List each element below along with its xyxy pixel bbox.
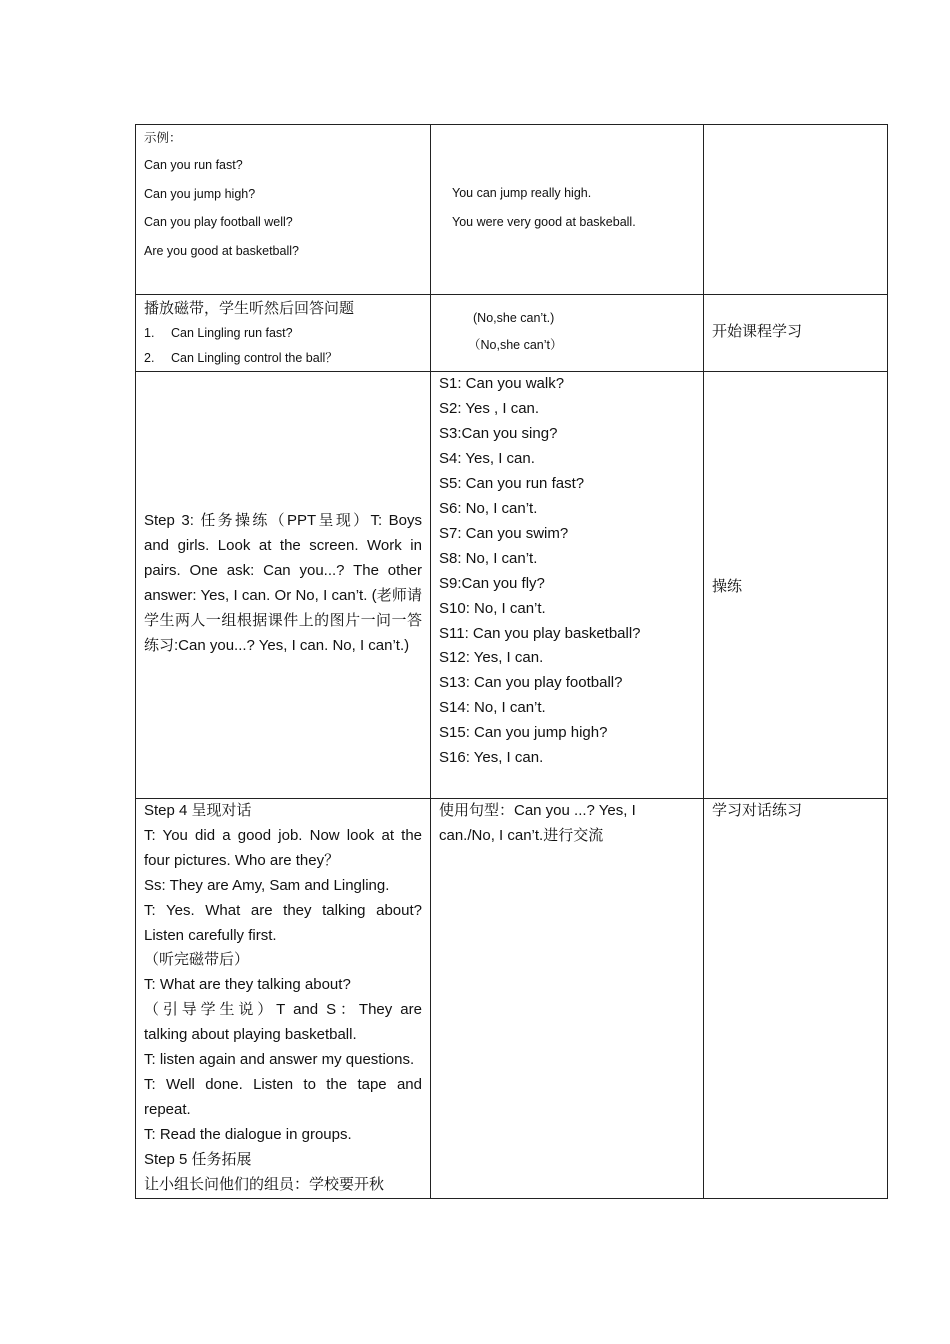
dialogue-line: S9:Can you fly? — [439, 574, 545, 592]
note-line: 让小组长问他们的组员：学校要开秋 — [144, 1175, 385, 1193]
example-question: Can you run fast? — [144, 158, 243, 172]
teacher-line: T: Well done. Listen to the tape and repeat. — [144, 1075, 422, 1118]
example-answers-cell — [431, 125, 704, 295]
dialogue-line: S12: Yes, I can. — [439, 649, 544, 667]
lesson-plan-table — [135, 124, 888, 1199]
example-question: Can you jump high? — [144, 186, 256, 201]
dialogue-line: S7: Can you swim? — [439, 524, 569, 542]
listening-task-cell — [136, 295, 431, 372]
dialogue-line: S2: Yes , I can. — [439, 399, 540, 417]
example-question: Can you play football well? — [144, 215, 293, 229]
note-line: （引导学生说）T and S：They are talking about playing basketball. — [144, 1001, 422, 1044]
listening-answer: （No,she can’t） — [468, 338, 563, 352]
dialogue-line: S3:Can you sing? — [439, 424, 558, 442]
example-questions-cell — [136, 125, 431, 295]
teacher-line: T: You did a good job. Now look at the four pictures. Who are they？ — [144, 826, 422, 869]
table-row — [136, 295, 888, 372]
step5-heading: Step 5 任务拓展 — [144, 1150, 252, 1168]
step4-heading: Step 4 呈现对话 — [144, 802, 252, 819]
example-label: 示例： — [144, 131, 182, 145]
example-answer: You were very good at baskeball. — [452, 214, 636, 229]
students-line: Ss: They are Amy, Sam and Lingling. — [144, 876, 390, 894]
teacher-line: T: Read the dialogue in groups. — [144, 1125, 352, 1143]
listening-answer: (No,she can’t.) — [473, 311, 555, 325]
note-line: （听完磁带后） — [144, 951, 250, 969]
list-item: 2. Can Lingling control the ball？ — [144, 351, 338, 365]
dialogue-line: S1: Can you walk? — [439, 375, 565, 392]
dialogue-line: S4: Yes, I can. — [439, 449, 535, 467]
pair-practice-cell — [431, 372, 704, 799]
dialogue-line: S5: Can you run fast? — [439, 474, 585, 492]
dialogue-line: S13: Can you play football? — [439, 674, 623, 692]
sentence-pattern-cell: 使用句型：Can you ...? Yes, I can./No, I can’t.进行交流 — [431, 799, 704, 1199]
example-question: Are you good at basketball? — [144, 243, 299, 258]
step4-cell — [136, 799, 431, 1199]
table-row — [136, 372, 888, 799]
teacher-line: T: listen again and answer my questions. — [144, 1051, 415, 1069]
dialogue-line: S14: No, I can’t. — [439, 699, 546, 717]
dialogue-line: S16: Yes, I can. — [439, 749, 544, 767]
empty-cell — [704, 125, 888, 295]
example-answer: You can jump really high. — [452, 186, 592, 200]
dialogue-line: S15: Can you jump high? — [439, 724, 608, 742]
step3-cell: Step 3: 任务操练（PPT呈现）T: Boys and girls. Look at the screen. Work in pairs. One ask: Can you...? The other answer: Yes, I can. Or No, I can’t. (老师请学生两人一组根据课件上的图片一问一答练习:Can you...? Yes, I can. No, I can’t.) — [136, 372, 431, 799]
listening-answers-cell — [431, 295, 704, 372]
teacher-line: T: What are they talking about? — [144, 976, 351, 994]
teacher-line: T: Yes. What are they talking about? Listen carefully first. — [144, 901, 422, 944]
table-row — [136, 799, 888, 1199]
stage-label: 操练 — [704, 372, 888, 799]
stage-label: 开始课程学习 — [704, 295, 888, 372]
dialogue-line: S6: No, I can’t. — [439, 499, 538, 517]
list-item: 1. Can Lingling run fast? — [144, 326, 293, 340]
dialogue-line: S8: No, I can’t. — [439, 549, 538, 567]
dialogue-line: S11: Can you play basketball? — [439, 624, 641, 642]
stage-label: 学习对话练习 — [704, 799, 888, 1199]
table-row — [136, 125, 888, 295]
listening-instruction: 播放磁带，学生听然后回答问题 — [144, 300, 355, 317]
dialogue-line: S10: No, I can’t. — [439, 599, 546, 617]
